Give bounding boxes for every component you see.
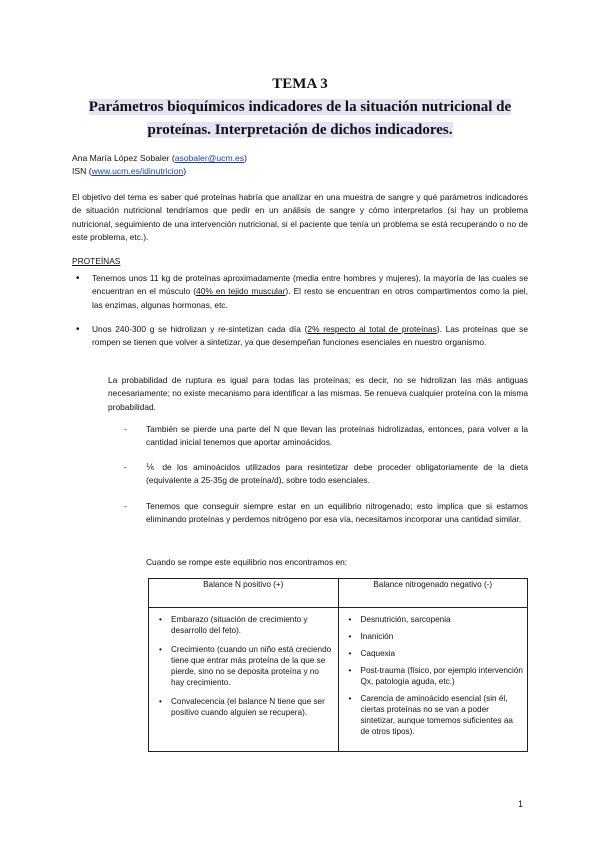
- dash-text: Tenemos que conseguir siempre estar en un equilibrio nitrogenado; esto implica que si estamos eliminando proteínas y perdemos nitrógeno por esa vía, necesitamos incorporar una cantidad similar.: [146, 501, 528, 525]
- title-block: [60, 74, 540, 142]
- isn-url-link[interactable]: www.ucm.es/idinutricion: [91, 166, 184, 176]
- dash-item: [124, 461, 528, 488]
- list-item: • Embarazo (situación de crecimiento y desarrollo del feto).: [171, 614, 334, 636]
- author-line: [72, 152, 247, 165]
- tema-heading: TEMA 3: [272, 76, 328, 92]
- dash-text: ⅙ de los aminoácidos utilizados para resintetizar debe proceder obligatoriamente de la dieta (equivalente a 25-35g de proteína/d), sobre todo esenciales.: [146, 462, 528, 486]
- negative-list: [343, 614, 524, 737]
- isn-label: ISN (: [72, 166, 92, 176]
- page-number: 1: [518, 799, 524, 809]
- dash-marker: -: [124, 462, 127, 472]
- table-header-row: [149, 579, 528, 608]
- negative-cell: [338, 608, 528, 752]
- balance-table: [148, 578, 528, 752]
- list-item: • Desnutrición, sarcopenia: [361, 614, 524, 625]
- author-name: Ana María López Sobaler (: [72, 153, 175, 163]
- bullet-item: [76, 272, 528, 312]
- probability-paragraph: La probabilidad de ruptura es igual para todas las proteínas; es decir, no se hidrolizan las más antiguas necesariamente; no existe mecanismo para identificar a las mismas. Se renueva cualquier proteína con la misma probabilidad.: [108, 375, 528, 412]
- dash-marker: -: [124, 501, 127, 511]
- bullet-text-pre: Tenemos unos 11 kg de proteínas aproximadamente (media entre hombres y mujeres), la mayoría de las cuales se encuentran en el músculo (: [92, 273, 528, 297]
- positive-list: [153, 614, 334, 718]
- cuando-line: Cuando se rompe este equilibrio nos encontramos en:: [146, 557, 348, 567]
- dash-text: También se pierde una parte del N que llevan las proteínas hidrolizadas, entonces, para volver a la cantidad inicial tenemos que aportar aminoácidos.: [146, 424, 528, 448]
- header-positive: Balance N positivo (+): [149, 579, 339, 608]
- bullet-dot: •: [76, 273, 80, 284]
- dash-marker: -: [124, 424, 127, 434]
- bullet-highlight: 2% respecto al total de proteínas: [307, 324, 437, 334]
- list-item: • Caquexia: [361, 648, 524, 659]
- header-negative: Balance nitrogenado negativo (-): [338, 579, 528, 608]
- isn-close: ): [183, 166, 187, 176]
- subtitle-line-1: Parámetros bioquímicos indicadores de la situación nutricional de: [88, 99, 512, 115]
- bullet-text-pre: Unos 240-300 g se hidrolizan y re-sintetizan cada día (: [92, 324, 308, 334]
- author-block: [72, 152, 247, 178]
- bullet-highlight: 40% en tejido muscular: [196, 286, 286, 297]
- list-item: • Inanición: [361, 631, 524, 642]
- bullet-text-post: ). El resto se encuentran en otros compartimentos como la piel, las enzimas, algunas hormonas, etc.: [92, 286, 528, 310]
- positive-cell: [149, 608, 339, 752]
- table-row: [149, 608, 528, 752]
- list-item: • Crecimiento (cuando un niño está creciendo tiene que entrar más proteína de la que se pierde, sino no se deposita proteína y no hay crecimiento.: [171, 644, 334, 688]
- list-item: • Convalecencia (el balance N tiene que ser positivo cuando alguien se recupera).: [171, 696, 334, 718]
- list-item: • Post-trauma (físico, por ejemplo intervención Qx, patología aguda, etc.): [361, 665, 524, 687]
- section-heading-proteinas: PROTEÍNAS: [72, 256, 121, 266]
- bullet-dot: •: [76, 324, 80, 335]
- dash-item: [124, 500, 528, 527]
- bullet-item: [76, 323, 528, 350]
- isn-line: [72, 165, 247, 178]
- author-email-link[interactable]: asobaler@ucm.es: [174, 153, 245, 163]
- intro-paragraph: El objetivo del tema es saber qué proteínas habría que analizar en una muestra de sangre y qué parámetros indicadores de situación nutricional tendríamos que pedir en un análisis de sangre y cómo interpretarlos (si hay un problema nutricional, seguimiento de una intervención nutricional, si el paciente que tenía un problema se está recuperando o no de este problema, etc.).: [72, 192, 528, 243]
- dash-item: [124, 423, 528, 450]
- list-item: • Carencia de aminoácido esencial (sin él, ciertas proteínas no se van a poder sintetizar, aunque tomemos suficientes aa de otros tipos).: [361, 693, 524, 737]
- subtitle: [60, 96, 540, 142]
- bullet-text-post: ). Las proteínas que se rompen se tienen que volver a sintetizar, ya que desempeñan funciones esenciales en nuestro organismo.: [92, 324, 528, 348]
- author-close: ): [244, 153, 247, 163]
- subtitle-line-2: proteínas. Interpretación de dichos indicadores.: [147, 122, 453, 138]
